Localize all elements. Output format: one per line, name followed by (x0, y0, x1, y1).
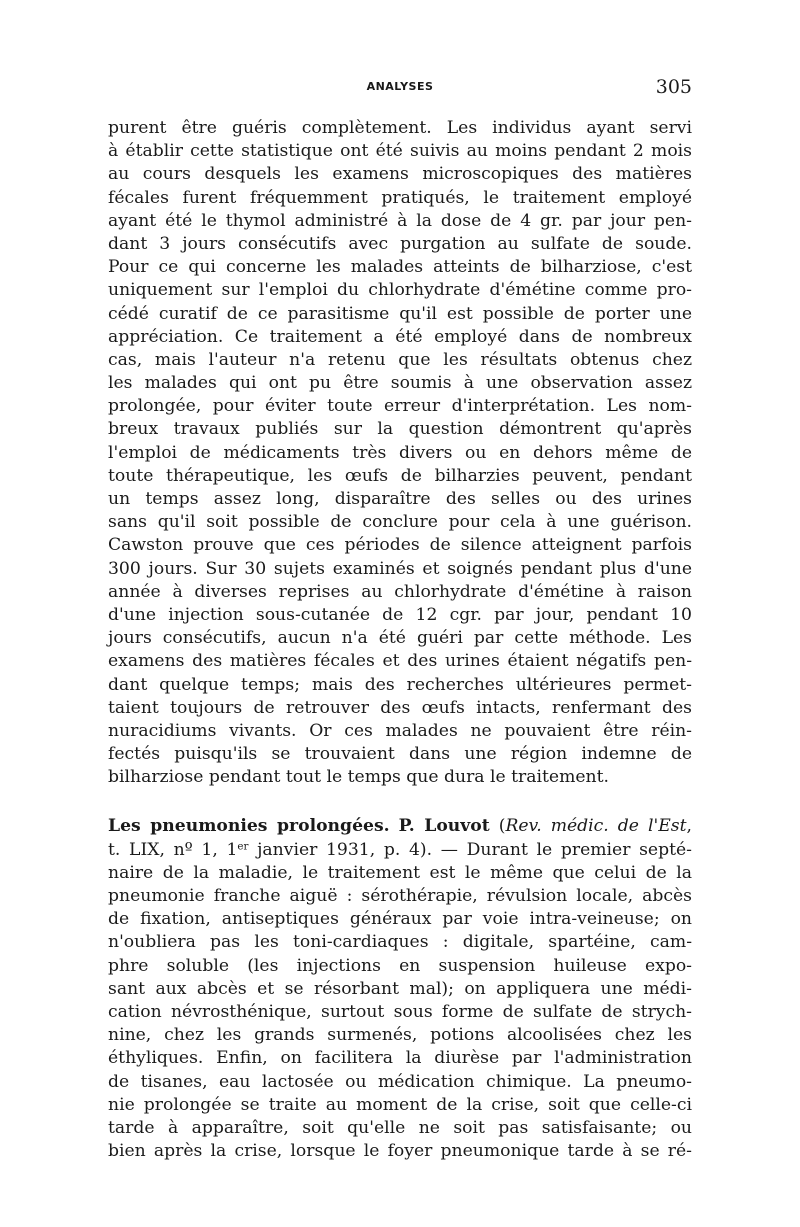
text-line: uniquement sur l'emploi du chlorhydrate d'émétine comme pro- (108, 280, 692, 301)
text-line: bilharziose pendant tout le temps que dura le traitement. (108, 767, 609, 788)
text-line: nuracidiums vivants. Or ces malades ne pouvaient être réin- (108, 720, 692, 741)
citation-superscript: er (237, 839, 249, 852)
text-line: toute thérapeutique, les œufs de bilharzies peuvent, pendant (108, 465, 692, 486)
text-line: de fixation, antiseptiques généraux par voie intra-veineuse; on (108, 909, 692, 930)
text-line: Pour ce qui concerne les malades atteints de bilharziose, c'est (108, 257, 692, 278)
text-line: éthyliques. Enfin, on facilitera la diurèse par l'administration (108, 1048, 692, 1069)
text-line: à établir cette statistique ont été suivis au moins pendant 2 mois (108, 141, 692, 162)
text-line: bien après la crise, lorsque le foyer pneumonique tarde à se ré- (108, 1141, 692, 1162)
entry-title: Les pneumonies prolongées. (108, 816, 390, 837)
text-line: jours consécutifs, aucun n'a été guéri par cette méthode. Les (108, 628, 692, 649)
body-text (108, 117, 692, 1163)
text-line: ayant été le thymol administré à la dose de 4 gr. par jour pen- (108, 210, 692, 231)
text-line: dant quelque temps; mais des recherches ultérieures permet- (108, 674, 692, 695)
text-line: l'emploi de médicaments très divers ou en dehors même de (108, 442, 692, 463)
journal-name: Rev. médic. de l'Est (505, 816, 687, 837)
text-line: cation névrosthénique, surtout sous forme de sulfate de strych- (108, 1001, 692, 1022)
text-line: au cours desquels les examens microscopiques des matières (108, 164, 692, 185)
text-line: d'une injection sous-cutanée de 12 cgr. par jour, pendant 10 (108, 604, 692, 625)
text-line: nie prolongée se traite au moment de la crise, soit que celle-ci (108, 1094, 692, 1115)
paragraph-bilharziose (108, 117, 692, 789)
text-line: naire de la maladie, le traitement est le même que celui de la (108, 862, 692, 883)
entry-heading-line (108, 815, 692, 838)
text-line: 300 jours. Sur 30 sujets examinés et soignés pendant plus d'une (108, 558, 692, 579)
text-line: sans qu'il soit possible de conclure pour cela à une guérison. (108, 512, 692, 533)
text-line: purent être guéris complètement. Les individus ayant servi (108, 118, 692, 138)
page-number: 305 (655, 76, 692, 98)
citation-comma: , (686, 816, 692, 837)
text-line: tarde à apparaître, soit qu'elle ne soit pas satisfaisante; ou (108, 1117, 692, 1138)
text-line: cédé curatif de ce parasitisme qu'il est possible de porter une (108, 303, 692, 324)
text-line: dant 3 jours consécutifs avec purgation au sulfate de soude. (108, 233, 692, 254)
text-line: sant aux abcès et se résorbant mal); on appliquera une médi- (108, 978, 692, 999)
text-line: taient toujours de retrouver des œufs intacts, renfermant des (108, 697, 692, 718)
text-line: cas, mais l'auteur n'a retenu que les résultats obtenus chez (108, 349, 692, 370)
citation-date: janvier 1931, p. 4). — Durant le premier septé- (248, 839, 692, 860)
text-line: année à diverses reprises au chlorhydrate d'émétine à raison (108, 581, 692, 602)
running-header (108, 76, 692, 100)
text-line: fécales furent fréquemment pratiqués, le traitement employé (108, 187, 692, 208)
text-line: breux travaux publiés sur la question démontrent qu'après (108, 419, 692, 440)
entry-pneumonies (108, 815, 692, 1163)
text-line: nine, chez les grands surmenés, potions alcoolisées chez les (108, 1025, 692, 1046)
entry-author: P. Louvot (398, 816, 490, 837)
text-line: appréciation. Ce traitement a été employé dans de nombreux (108, 326, 692, 347)
text-line: un temps assez long, disparaître des selles ou des urines (108, 489, 692, 509)
text-line: n'oubliera pas les toni-cardiaques : digitale, spartéine, cam- (108, 932, 692, 953)
citation-open: ( (498, 816, 506, 837)
text-line: fectés puisqu'ils se trouvaient dans une région indemne de (108, 744, 692, 765)
running-title: ANALYSES (366, 80, 434, 93)
citation-line (108, 839, 692, 862)
text-line: de tisanes, eau lactosée ou médication chimique. La pneumo- (108, 1071, 692, 1092)
text-line: Cawston prouve que ces périodes de silence atteignent parfois (108, 535, 692, 556)
text-line: pneumonie franche aiguë : sérothérapie, révulsion locale, abcès (108, 886, 692, 906)
text-line: examens des matières fécales et des urines étaient négatifs pen- (108, 651, 692, 672)
text-line: prolongée, pour éviter toute erreur d'interprétation. Les nom- (108, 396, 692, 417)
paragraph-gap (108, 789, 692, 815)
text-line: phre soluble (les injections en suspension huileuse expo- (108, 955, 692, 976)
text-line: les malades qui ont pu être soumis à une observation assez (108, 373, 692, 394)
citation-volume: t. LIX, nº 1, 1 (108, 839, 238, 860)
